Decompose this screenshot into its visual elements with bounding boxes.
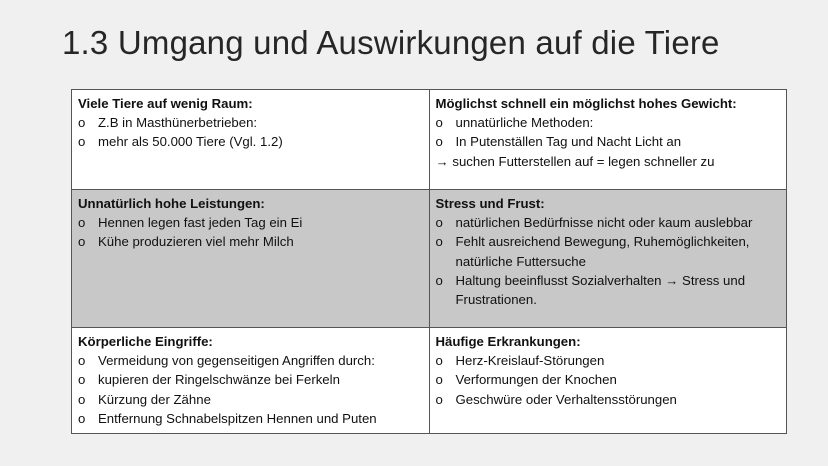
cell-heading: Häufige Erkrankungen: <box>435 334 581 349</box>
bullet-icon: o <box>78 234 86 250</box>
list-item: o Kühe produzieren viel mehr Milch <box>78 232 423 251</box>
list-item: o natürlichen Bedürfnisse nicht oder kaum auslebbar <box>436 213 781 232</box>
bullet-icon: o <box>435 391 443 407</box>
cell-leistung <box>72 190 430 328</box>
list-item: o Geschwüre oder Verhaltensstörungen <box>436 390 781 409</box>
cell-erkrankungen <box>429 328 787 434</box>
list-item: o Kürzung der Zähne <box>78 390 423 409</box>
bullet-icon: o <box>435 272 443 288</box>
arrow-line: → suchen Futterstellen auf = legen schneller zu <box>435 153 715 169</box>
cell-heading: Unnatürlich hohe Leistungen: <box>78 196 265 211</box>
list-item: o Hennen legen fast jeden Tag ein Ei <box>78 213 423 232</box>
cell-heading: Möglichst schnell ein möglichst hohes Gewicht: <box>435 96 737 111</box>
arrow-right-icon: → <box>435 153 449 169</box>
list-item: o Verformungen der Knochen <box>436 370 781 389</box>
table-row <box>72 190 787 328</box>
table-row <box>72 328 787 434</box>
content-table <box>71 89 787 434</box>
cell-gewicht <box>429 90 787 190</box>
cell-heading: Viele Tiere auf wenig Raum: <box>78 96 253 111</box>
bullet-icon: o <box>435 115 443 131</box>
bullet-icon: o <box>78 215 86 231</box>
cell-raum <box>72 90 430 190</box>
bullet-icon: o <box>435 234 443 250</box>
bullet-icon: o <box>78 410 86 426</box>
list-item: o unnatürliche Methoden: <box>436 113 781 132</box>
bullet-icon: o <box>78 115 86 131</box>
list-item: o Z.B in Masthünerbetrieben: <box>78 113 423 132</box>
bullet-icon: o <box>78 353 86 369</box>
list-item: o Herz-Kreislauf-Störungen <box>436 351 781 370</box>
list-item: o Haltung beeinflusst Sozialverhalten → Stress und Frustrationen. <box>435 272 746 308</box>
bullet-icon: o <box>78 372 86 388</box>
list-item: o Fehlt ausreichend Bewegung, Ruhemöglichkeiten, natürliche Futtersuche <box>435 234 750 269</box>
bullet-icon: o <box>78 134 86 150</box>
list-item: o mehr als 50.000 Tiere (Vgl. 1.2) <box>78 132 423 151</box>
cell-heading: Stress und Frust: <box>435 196 545 211</box>
cell-eingriffe <box>72 328 430 434</box>
bullet-icon: o <box>435 372 443 388</box>
bullet-icon: o <box>435 215 443 231</box>
list-item: o Vermeidung von gegenseitigen Angriffen durch: <box>78 351 423 370</box>
arrow-right-icon: → <box>665 272 679 288</box>
slide-title: 1.3 Umgang und Auswirkungen auf die Tiere <box>62 24 720 61</box>
cell-heading: Körperliche Eingriffe: <box>78 334 213 349</box>
bullet-icon: o <box>435 353 443 369</box>
bullet-icon: o <box>435 134 443 150</box>
cell-stress <box>429 190 787 328</box>
bullet-icon: o <box>78 391 86 407</box>
list-item: o In Putenställen Tag und Nacht Licht an <box>436 132 781 151</box>
list-item: o Entfernung Schnabelspitzen Hennen und Puten <box>78 409 423 428</box>
list-item: o kupieren der Ringelschwänze bei Ferkeln <box>78 370 423 389</box>
table-row <box>72 90 787 190</box>
